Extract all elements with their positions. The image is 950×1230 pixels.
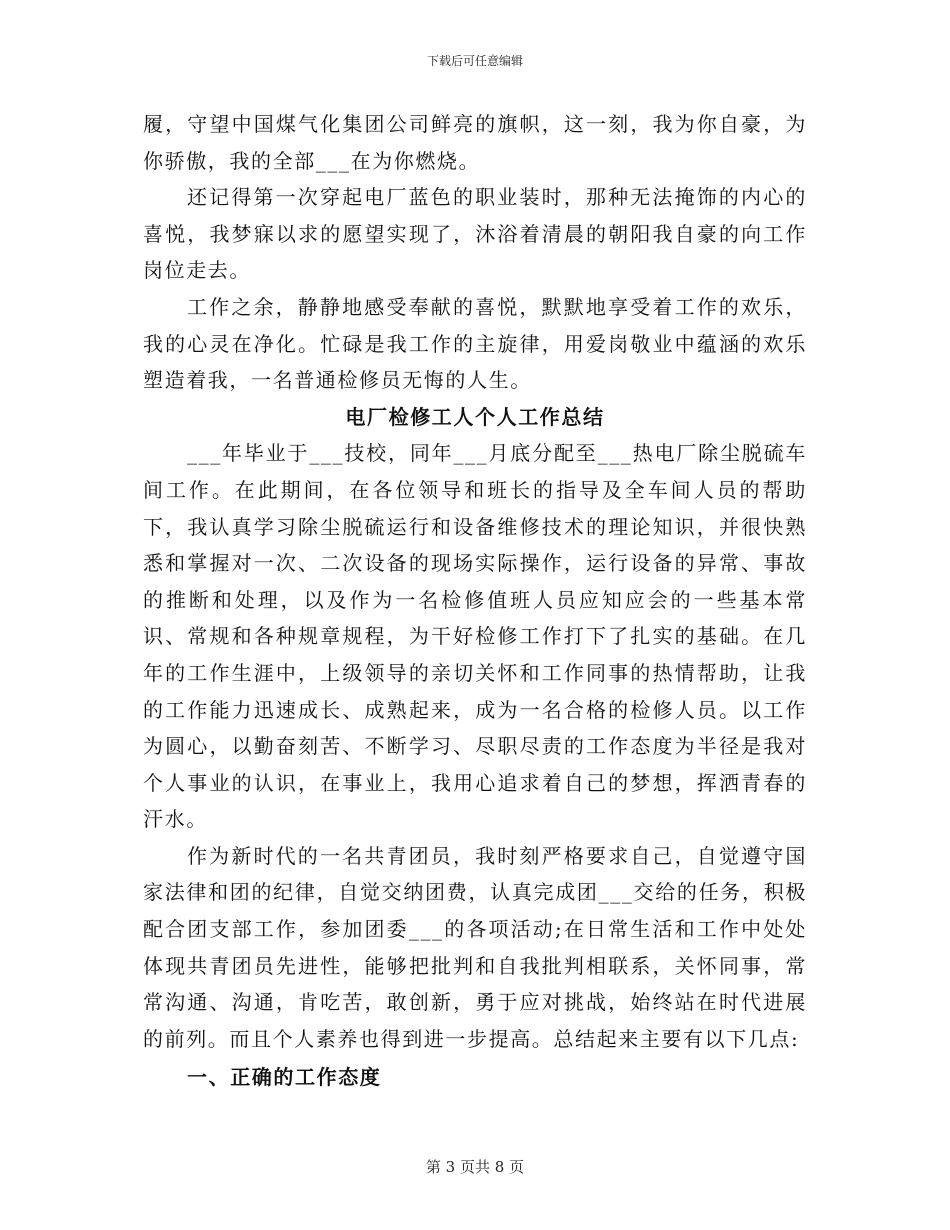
paragraph: 还记得第一次穿起电厂蓝色的职业装时，那种无法掩饰的内心的喜悦，我梦寐以求的愿望实现了，沐浴着清晨的朝阳我自豪的向工作岗位走去。 [143, 185, 807, 283]
paragraph: 履，守望中国煤气化集团公司鲜亮的旗帜，这一刻，我为你自豪，为你骄傲，我的全部___在为你燃烧。 [143, 112, 807, 173]
document-body [143, 106, 807, 1097]
paragraph: 工作之余，静静地感受奉献的喜悦，默默地享受着工作的欢乐，我的心灵在净化。忙碌是我工作的主旋律，用爱岗敬业中蕴涵的欢乐塑造着我，一名普通检修员无悔的人生。 [143, 294, 807, 393]
page-header: 下载后可任意编辑 [426, 54, 523, 68]
document-title: 电厂检修工人个人工作总结 [345, 404, 605, 429]
page-footer: 第 3 页共 8 页 [425, 1158, 525, 1176]
paragraph: 作为新时代的一名共青团员，我时刻严格要求自己，自觉遵守国家法律和团的纪律，自觉交纳团费，认真完成团___交给的任务，积极配合团支部工作，参加团委___的各项活动;在日常生活和工作中处处体现共青团员先进性，能够把批判和自我批判相联系，关怀同事，常常沟通、沟通，肯吃苦，敢创新，勇于应对挑战，始终站在时代进展的前列。而且个人素养也得到进一步提高。总结起来主要有以下几点: [143, 843, 807, 1051]
section-heading: 一、正确的工作态度 [187, 1065, 382, 1090]
paragraph: ___年毕业于___技校，同年___月底分配至___热电厂除尘脱硫车间工作。在此期间，在各位领导和班长的指导及全车间人员的帮助下，我认真学习除尘脱硫运行和设备维修技术的理论知识，并很快熟悉和掌握对一次、二次设备的现场实际操作，运行设备的异常、事故的推断和处理，以及作为一名检修值班人员应知应会的一些基本常识、常规和各种规章规程，为干好检修工作打下了扎实的基础。在几年的工作生涯中，上级领导的亲切关怀和工作同事的热情帮助，让我的工作能力迅速成长、成熟起来，成为一名合格的检修人员。以工作为圆心，以勤奋刻苦、不断学习、尽职尽责的工作态度为半径是我对个人事业的认识，在事业上，我用心追求着自己的梦想，挥洒青春的汗水。 [143, 441, 807, 832]
